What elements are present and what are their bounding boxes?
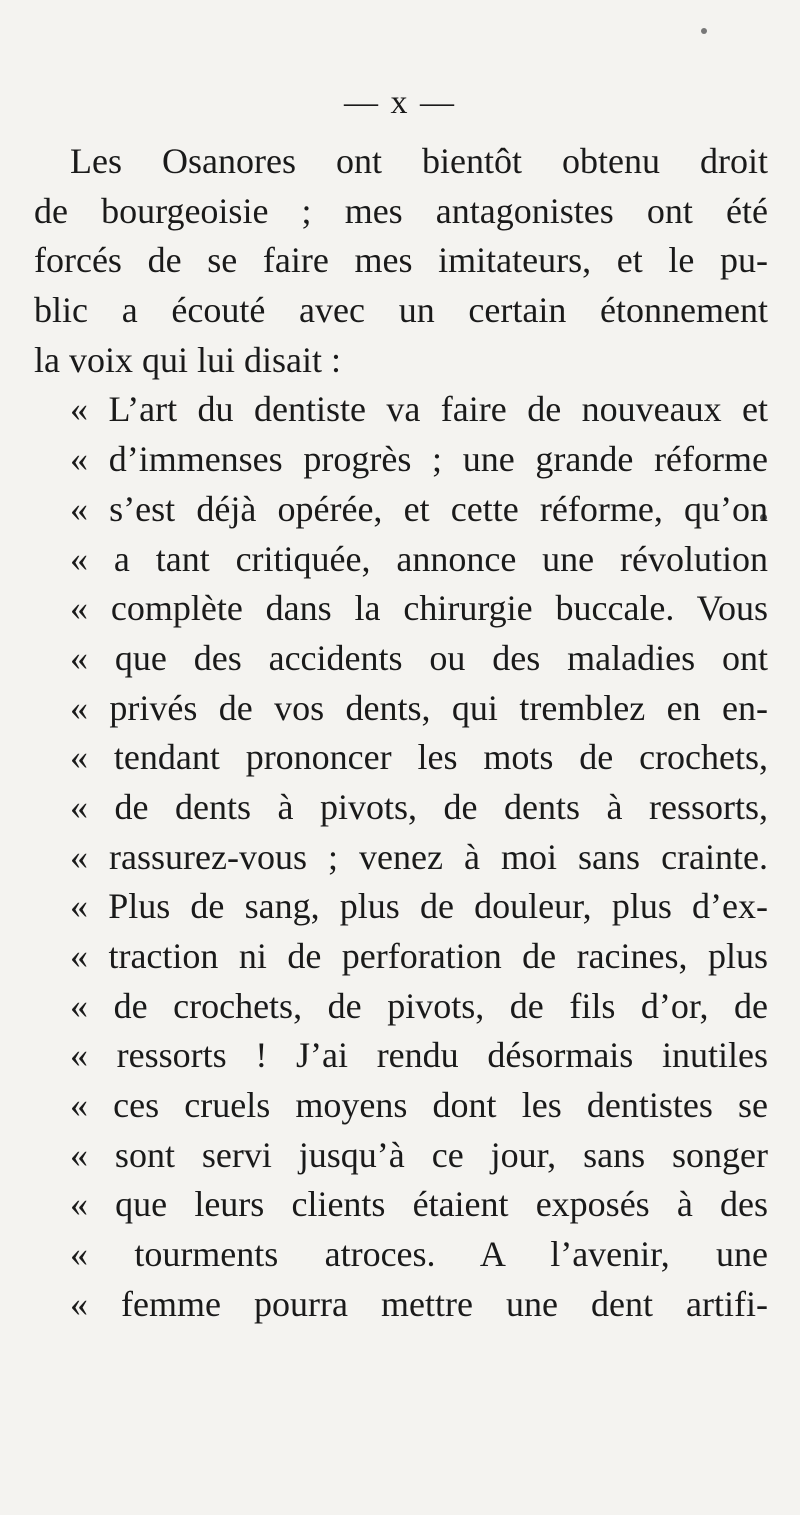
text-line: « Plus de sang, plus de douleur, plus d’ex-	[70, 886, 768, 927]
text-line: « ressorts ! J’ai rendu désormais inutiles	[70, 1035, 768, 1076]
text-line: forcés de se faire mes imitateurs, et le pu-	[34, 240, 768, 281]
text-line: « de dents à pivots, de dents à ressorts,	[70, 786, 768, 827]
paragraph-2-quotation	[34, 385, 768, 1329]
text-line: la voix qui lui disait :	[34, 339, 341, 380]
text-line: « que des accidents ou des maladies ont	[70, 637, 768, 678]
text-line: « femme pourra mettre une dent artifi-	[70, 1283, 768, 1324]
text-line: « privés de vos dents, qui tremblez en en-	[70, 687, 768, 728]
text-line: « rassurez-vous ; venez à moi sans crainte.	[70, 836, 768, 877]
text-line: « a tant critiquée, annonce une révolution	[70, 538, 768, 579]
text-line: « tourments atroces. A l’avenir, une	[70, 1234, 768, 1275]
text-line: « de crochets, de pivots, de fils d’or, de	[70, 985, 768, 1026]
text-line: « que leurs clients étaient exposés à des	[70, 1184, 768, 1225]
text-line: « ces cruels moyens dont les dentistes se	[70, 1085, 768, 1126]
page-body	[34, 137, 768, 1330]
text-line: Les Osanores ont bientôt obtenu droit	[70, 141, 768, 181]
paragraph-1	[34, 137, 768, 385]
text-line: « sont servi jusqu’à ce jour, sans songer	[70, 1134, 768, 1175]
text-line: « s’est déjà opérée, et cette réforme, qu’on	[70, 488, 768, 529]
text-line: « complète dans la chirurgie buccale. Vous	[70, 588, 768, 629]
text-line: blic a écouté avec un certain étonnement	[34, 290, 768, 331]
page-number-header: — x —	[344, 84, 456, 121]
text-line: « tendant prononcer les mots de crochets,	[70, 737, 768, 778]
ink-speck	[701, 28, 707, 34]
text-line: « traction ni de perforation de racines, plus	[70, 936, 768, 976]
text-line: « d’immenses progrès ; une grande réforme	[70, 439, 768, 480]
text-line: de bourgeoisie ; mes antagonistes ont été	[34, 190, 768, 231]
text-line: « L’art du dentiste va faire de nouveaux et	[70, 389, 768, 430]
